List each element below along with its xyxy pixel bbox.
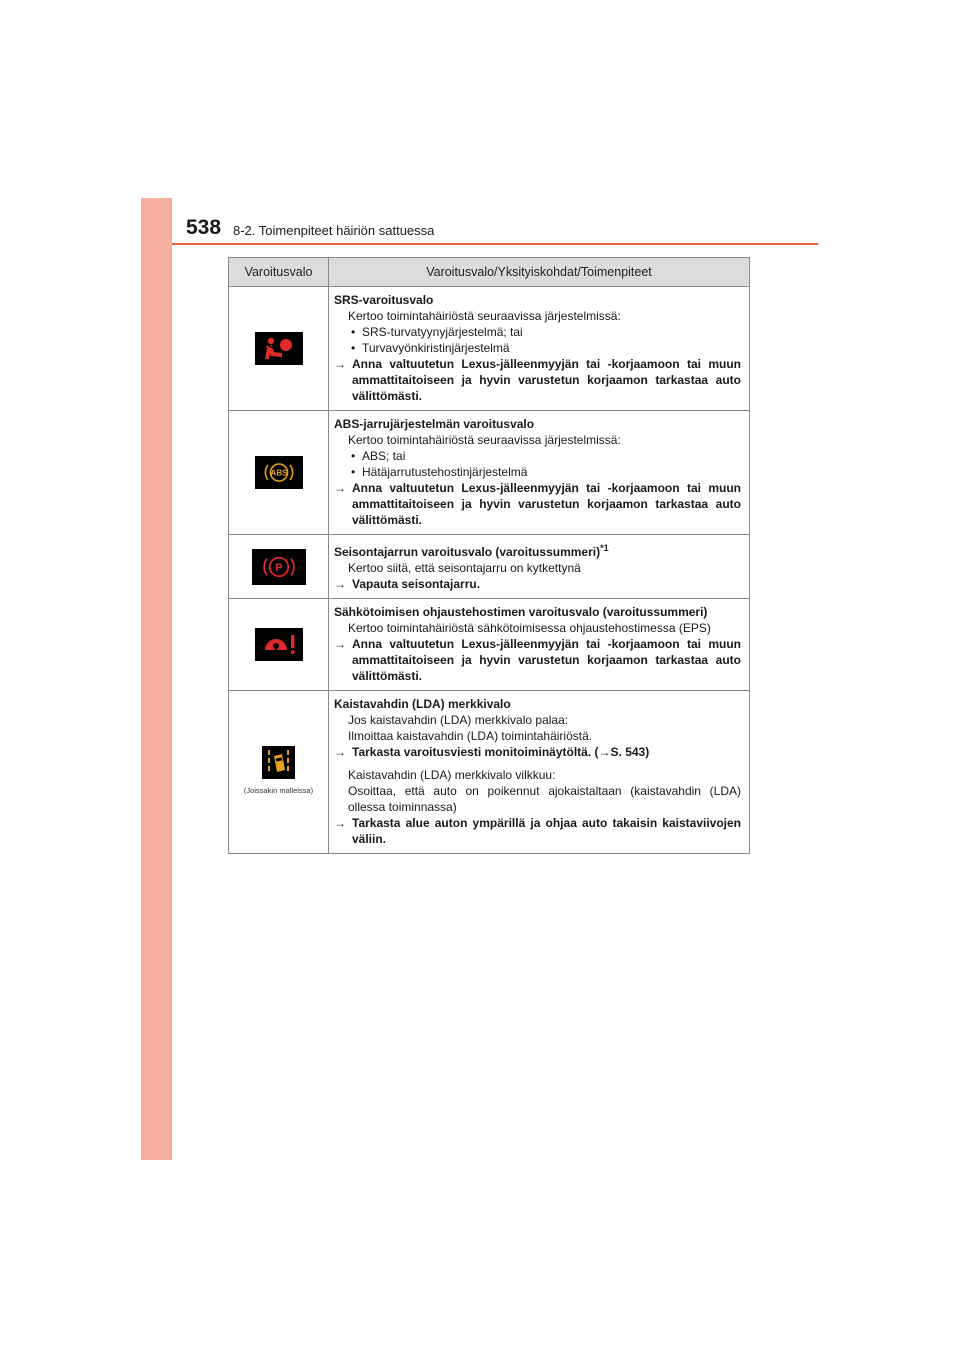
col-header-details: Varoitusvalo/Yksityiskohdat/Toimenpiteet bbox=[329, 258, 750, 287]
action-text: → Tarkasta varoitusviesti monitoiminäytöltä. (→S. 543) bbox=[334, 745, 650, 759]
row-description: Kertoo siitä, että seisontajarru on kytkettynä bbox=[348, 561, 581, 575]
row-title: SRS-varoitusvalo bbox=[334, 293, 434, 307]
parking-brake-icon bbox=[252, 549, 306, 585]
row-description: Kaistavahdin (LDA) merkkivalo vilkkuu: bbox=[348, 768, 556, 782]
row-title: Seisontajarrun varoitusvalo (varoitussummeri)$^{*1}$ bbox=[334, 543, 609, 559]
side-band bbox=[141, 198, 172, 1160]
page-number: 538 bbox=[186, 216, 222, 239]
page-ref-arrow: → bbox=[598, 745, 611, 759]
col-header-icon: Varoitusvalo bbox=[229, 258, 329, 287]
row-title: ABS-jarrujärjestelmän varoitusvalo bbox=[334, 417, 535, 431]
eps-steering-icon bbox=[255, 628, 303, 661]
bullet-item: • SRS-turvatyynyjärjestelmä; tai bbox=[351, 325, 523, 339]
warning-table bbox=[228, 257, 750, 854]
svg-text:P: P bbox=[274, 561, 283, 574]
section-title: 8-2. Toimenpiteet häiriön sattuessa bbox=[233, 223, 435, 238]
page-reference[interactable]: S. 543) bbox=[610, 745, 650, 759]
row-description: Jos kaistavahdin (LDA) merkkivalo palaa: bbox=[348, 713, 569, 727]
row-title: Sähkötoimisen ohjaustehostimen varoitusvalo (varoitussummeri) bbox=[334, 605, 708, 619]
table-row bbox=[229, 691, 750, 854]
table-row bbox=[229, 287, 750, 411]
abs-icon bbox=[255, 456, 303, 489]
row-description: Kertoo toimintahäiriöstä sähkötoimisessa ohjaustehostimessa (EPS) bbox=[348, 621, 711, 635]
bullet-item: • Turvavyönkiristinjärjestelmä bbox=[351, 341, 510, 355]
action-text: → Vapauta seisontajarru. bbox=[334, 577, 481, 591]
table-row bbox=[229, 535, 750, 599]
lda-lane-icon bbox=[262, 746, 295, 779]
svg-text:ABS: ABS bbox=[270, 468, 287, 478]
action-text: → Anna valtuutetun Lexus-jälleenmyyjän tai -korjaamoon tai muun ammattitaitoiseen ja hyvin varustetun korjaamon tarkastaa auto välittömästi. bbox=[334, 637, 741, 683]
row-title: Kaistavahdin (LDA) merkkivalo bbox=[334, 697, 511, 711]
table-row bbox=[229, 599, 750, 691]
action-text: → Tarkasta alue auton ympärillä ja ohjaa auto takaisin kaistaviivojen väliin. bbox=[334, 816, 741, 846]
table-header-row bbox=[229, 258, 750, 287]
bullet-item: • ABS; tai bbox=[351, 449, 406, 463]
footnote-marker: *1 bbox=[600, 543, 609, 553]
row-description: Osoittaa, että auto on poikennut ajokaistaltaan (kaistavahdin (LDA) ollessa toiminnassa) bbox=[348, 784, 741, 814]
action-text: → Anna valtuutetun Lexus-jälleenmyyjän tai -korjaamoon tai muun ammattitaitoiseen ja hyvin varustetun korjaamon tarkastaa auto välittömästi. bbox=[334, 481, 741, 527]
action-text: → Anna valtuutetun Lexus-jälleenmyyjän tai -korjaamoon tai muun ammattitaitoiseen ja hyvin varustetun korjaamon tarkastaa auto välittömästi. bbox=[334, 357, 741, 403]
header-rule bbox=[172, 243, 818, 245]
row-description: Kertoo toimintahäiriöstä seuraavissa järjestelmissä: bbox=[348, 433, 621, 447]
icon-note: (Joissakin malleissa) bbox=[243, 785, 314, 795]
row-description: Ilmoittaa kaistavahdin (LDA) toimintahäiriöstä. bbox=[348, 729, 593, 743]
row-description: Kertoo toimintahäiriöstä seuraavissa järjestelmissä: bbox=[348, 309, 621, 323]
bullet-item: • Hätäjarrutustehostinjärjestelmä bbox=[351, 465, 528, 479]
srs-airbag-icon bbox=[255, 332, 303, 365]
table-row bbox=[229, 411, 750, 535]
